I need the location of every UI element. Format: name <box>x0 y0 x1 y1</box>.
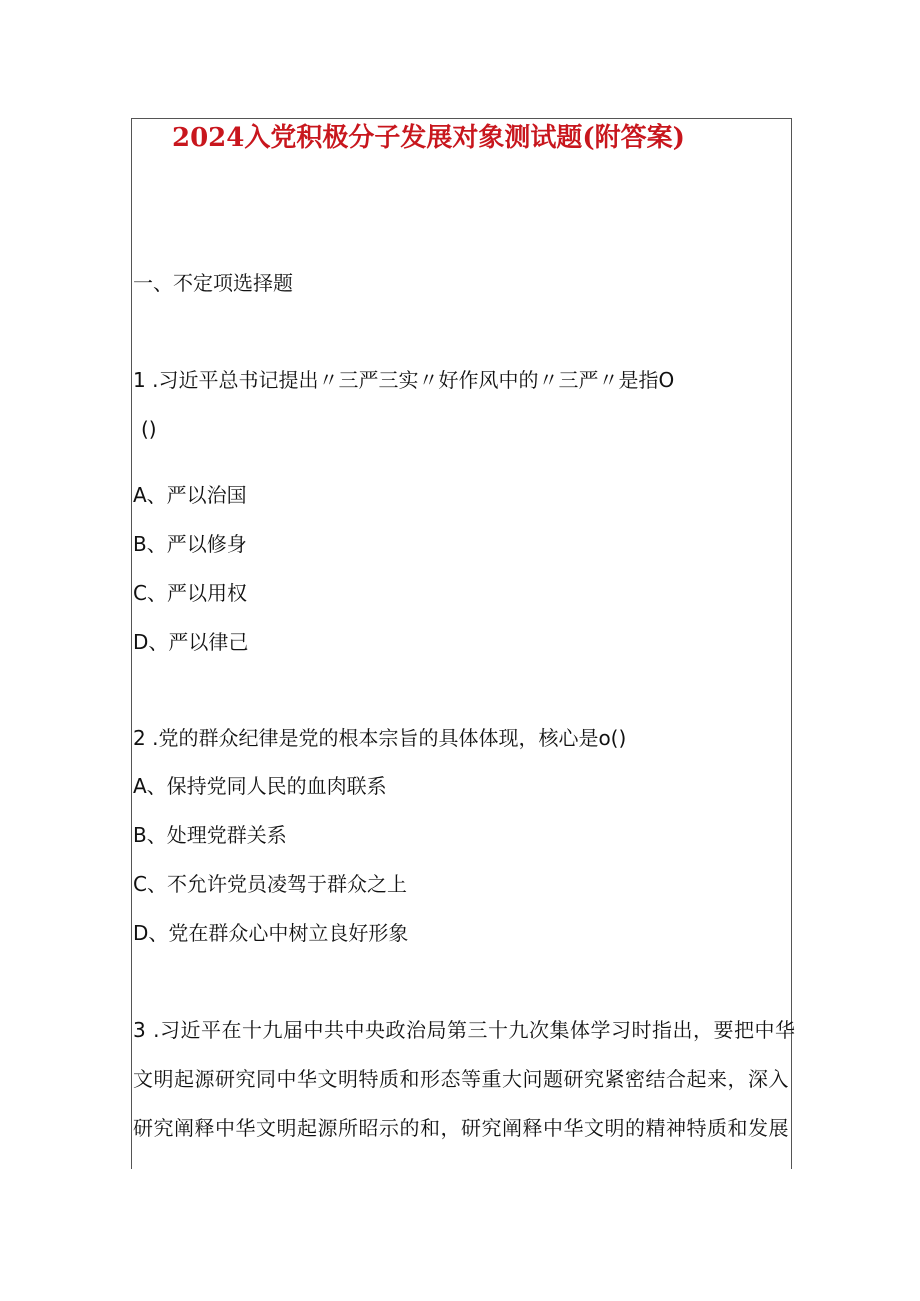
question-2-option-d: D、党在群众心中树立良好形象 <box>133 921 409 945</box>
question-1-option-d: D、严以律己 <box>133 630 249 654</box>
question-2-stem: 2 .党的群众纪律是党的根本宗旨的具体体现，核心是o() <box>133 726 627 750</box>
question-2-option-c: C、不允许党员凌驾于群众之上 <box>133 872 407 896</box>
question-3-stem-line-3: 研究阐释中华文明起源所昭示的和，研究阐释中华文明的精神特质和发展 <box>133 1116 789 1140</box>
question-1-stem-line-1: 1 .习近平总书记提出〃三严三实〃好作风中的〃三严〃是指O <box>133 368 675 392</box>
section-heading: 一、不定项选择题 <box>133 271 293 295</box>
question-3-stem-line-2: 文明起源研究同中华文明特质和形态等重大问题研究紧密结合起来，深入 <box>133 1067 789 1091</box>
document-title: 2024入党积极分子发展对象测试题(附答案) <box>172 123 685 153</box>
question-1-stem-line-2: () <box>141 417 157 441</box>
question-1-option-b: B、严以修身 <box>133 532 247 556</box>
question-1-option-a: A、严以治国 <box>133 483 247 507</box>
question-2-option-b: B、处理党群关系 <box>133 823 287 847</box>
question-2-option-a: A、保持党同人民的血肉联系 <box>133 774 387 798</box>
question-3-stem-line-1: 3 .习近平在十九届中共中央政治局第三十九次集体学习时指出，要把中华 <box>133 1018 796 1042</box>
question-1-option-c: C、严以用权 <box>133 581 247 605</box>
